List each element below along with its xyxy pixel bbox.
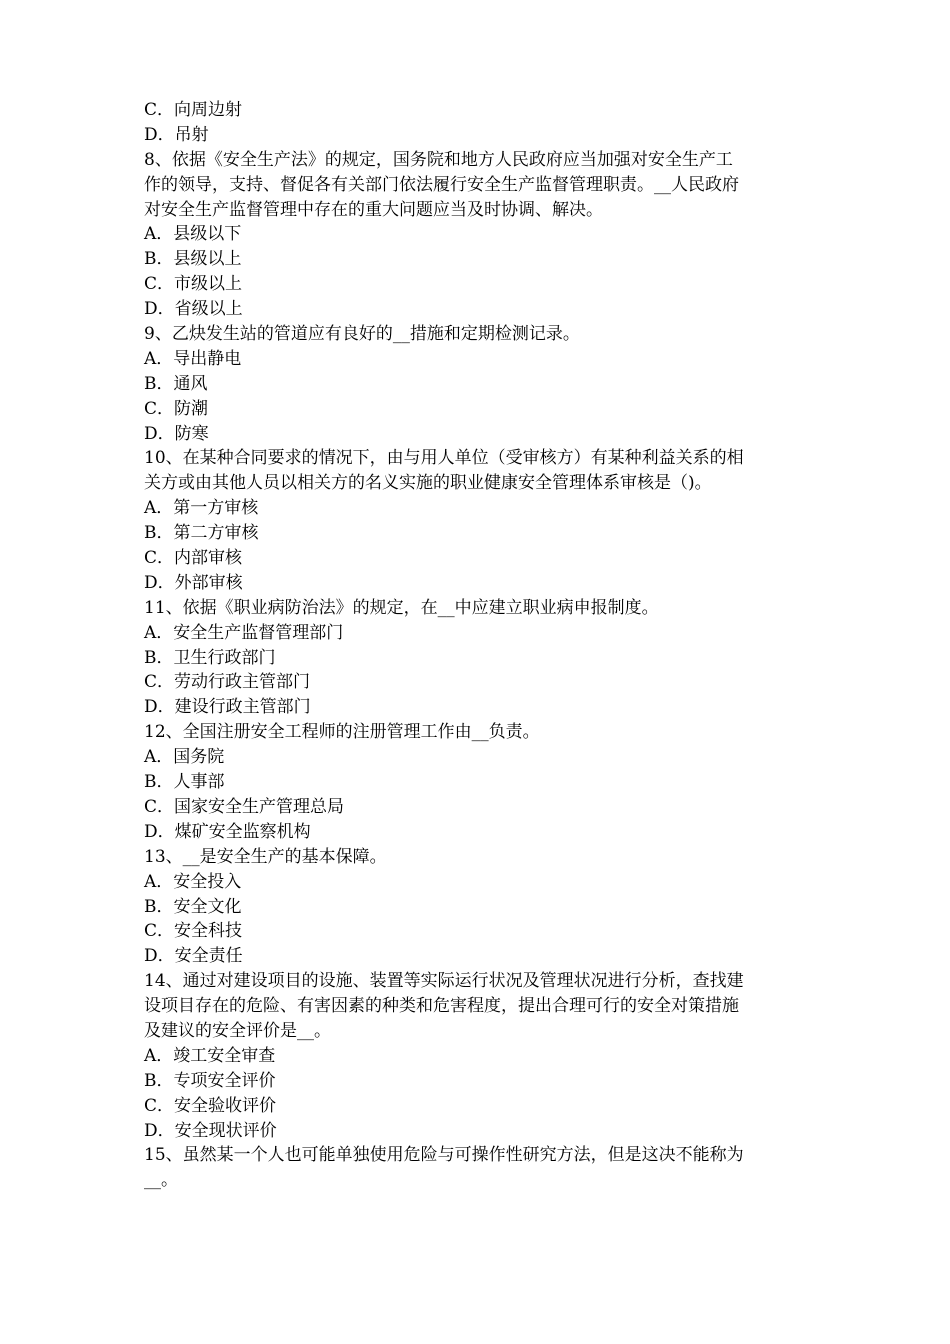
question-text-line: 11、依据《职业病防治法》的规定，在__中应建立职业病申报制度。 xyxy=(144,597,659,618)
answer-option-line: A．导出静电 xyxy=(144,348,242,369)
answer-option-line: C．内部审核 xyxy=(144,548,243,569)
answer-option-line: A．国务院 xyxy=(144,747,225,768)
answer-option-line: B．通风 xyxy=(144,373,208,394)
question-text-line: 设项目存在的危险、有害因素的种类和危害程度，提出合理可行的安全对策措施 xyxy=(144,996,739,1017)
question-text-line: 14、通过对建设项目的设施、装置等实际运行状况及管理状况进行分析，查找建 xyxy=(144,971,744,992)
question-text-line: 10、在某种合同要求的情况下，由与用人单位（受审核方）有某种利益关系的相 xyxy=(144,448,744,469)
question-text-line: 9、乙炔发生站的管道应有良好的__措施和定期检测记录。 xyxy=(144,324,580,345)
answer-option-line: C．向周边射 xyxy=(144,100,243,120)
answer-option-line: C．市级以上 xyxy=(144,274,243,295)
question-text-line: 作的领导，支持、督促各有关部门依法履行安全生产监督管理职责。__人民政府 xyxy=(144,174,739,195)
question-text-line: __。 xyxy=(144,1170,178,1191)
answer-option-line: C．安全验收评价 xyxy=(144,1095,277,1116)
answer-option-line: B．专项安全评价 xyxy=(144,1070,276,1091)
question-text-line: 15、虽然某一个人也可能单独使用危险与可操作性研究方法，但是这决不能称为 xyxy=(144,1145,744,1166)
question-text-line: 及建议的安全评价是__。 xyxy=(144,1020,331,1041)
answer-option-line: B．卫生行政部门 xyxy=(144,647,276,668)
question-text-line: 关方或由其他人员以相关方的名义实施的职业健康安全管理体系审核是（)。 xyxy=(144,473,712,494)
answer-option-line: D．外部审核 xyxy=(144,572,243,593)
answer-option-line: D．煤矿安全监察机构 xyxy=(144,821,311,842)
answer-option-line: A．竣工安全审查 xyxy=(144,1045,276,1066)
answer-option-line: D．省级以上 xyxy=(144,299,243,320)
answer-option-line: D．安全责任 xyxy=(144,946,243,967)
question-text-line: 8、依据《安全生产法》的规定，国务院和地方人民政府应当加强对安全生产工 xyxy=(144,149,733,170)
answer-option-line: A．安全生产监督管理部门 xyxy=(144,622,344,643)
answer-option-line: A．安全投入 xyxy=(144,871,242,892)
exam-question-text xyxy=(144,98,824,1193)
question-text-line: 12、全国注册安全工程师的注册管理工作由__负责。 xyxy=(144,722,540,743)
answer-option-line: D．吊射 xyxy=(144,124,209,145)
answer-option-line: C．安全科技 xyxy=(144,921,243,942)
answer-option-line: C．劳动行政主管部门 xyxy=(144,672,311,693)
answer-option-line: C．防潮 xyxy=(144,398,209,419)
answer-option-line: A．第一方审核 xyxy=(144,498,259,519)
answer-option-line: A．县级以下 xyxy=(144,224,242,245)
answer-option-line: D．建设行政主管部门 xyxy=(144,697,311,718)
answer-option-line: C．国家安全生产管理总局 xyxy=(144,796,345,817)
question-text-line: 对安全生产监督管理中存在的重大问题应当及时协调、解决。 xyxy=(144,199,603,220)
answer-option-line: B．县级以上 xyxy=(144,249,242,270)
answer-option-line: B．安全文化 xyxy=(144,896,242,917)
question-text-line: 13、__是安全生产的基本保障。 xyxy=(144,846,387,867)
answer-option-line: D．安全现状评价 xyxy=(144,1120,277,1141)
answer-option-line: D．防寒 xyxy=(144,423,209,444)
answer-option-line: B．人事部 xyxy=(144,772,225,793)
answer-option-line: B．第二方审核 xyxy=(144,523,259,544)
